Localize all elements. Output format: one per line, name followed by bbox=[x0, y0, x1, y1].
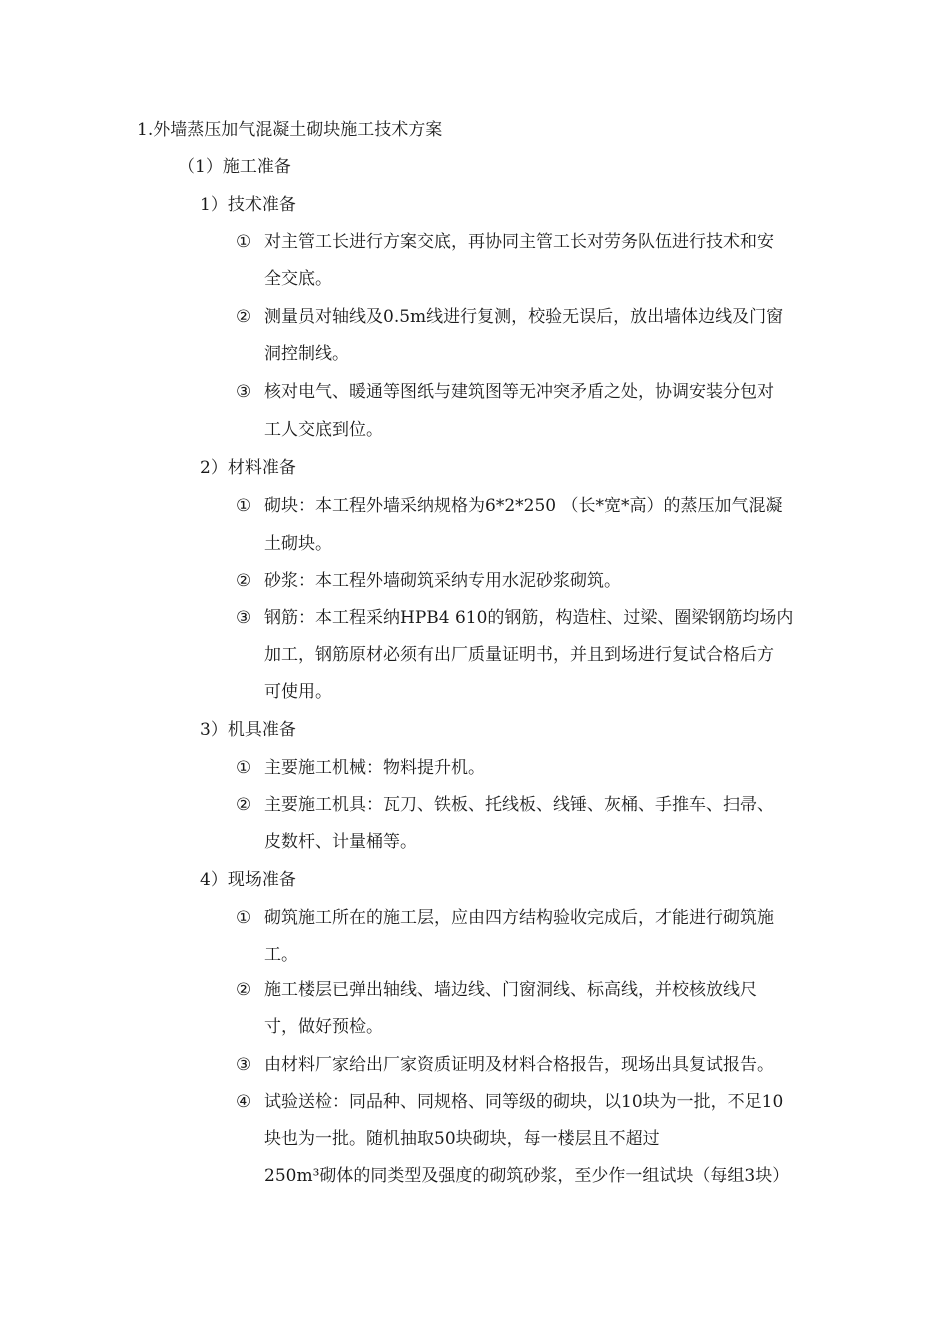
subsection-title-equipment: 3）机具准备 bbox=[200, 720, 296, 740]
list-item-text: 土砌块。 bbox=[264, 534, 332, 554]
list-item-text: 核对电气、暖通等图纸与建筑图等无冲突矛盾之处，协调安装分包对 bbox=[264, 382, 774, 402]
list-item-text: 主要施工机械：物料提升机。 bbox=[264, 758, 485, 778]
list-marker: ② bbox=[236, 980, 252, 1000]
list-marker: ③ bbox=[236, 1055, 252, 1075]
section-heading-construction-preparation: （1）施工准备 bbox=[178, 157, 291, 177]
subsection-title-site: 4）现场准备 bbox=[200, 870, 296, 890]
list-marker: ③ bbox=[236, 382, 252, 402]
list-item-text: 工。 bbox=[264, 945, 298, 965]
list-item-text: 钢筋：本工程采纳HPB4 610的钢筋，构造柱、过梁、圈梁钢筋均场内 bbox=[264, 608, 794, 628]
list-item-text: 可使用。 bbox=[264, 682, 332, 702]
list-item-text: 砂浆：本工程外墙砌筑采纳专用水泥砂浆砌筑。 bbox=[264, 571, 621, 591]
list-marker: ② bbox=[236, 795, 252, 815]
list-item-text: 施工楼层已弹出轴线、墙边线、门窗洞线、标高线，并校核放线尺 bbox=[264, 980, 757, 1000]
list-item-text: 对主管工长进行方案交底，再协同主管工长对劳务队伍进行技术和安 bbox=[264, 232, 774, 252]
list-marker: ② bbox=[236, 571, 252, 591]
list-marker: ① bbox=[236, 496, 252, 516]
list-item-text: 块也为一批。随机抽取50块砌块，每一楼层且不超过 bbox=[264, 1129, 660, 1149]
list-marker: ② bbox=[236, 307, 252, 327]
list-marker: ① bbox=[236, 908, 252, 928]
list-marker: ① bbox=[236, 758, 252, 778]
list-item-text: 250m³砌体的同类型及强度的砌筑砂浆，至少作一组试块（每组3块） bbox=[264, 1166, 790, 1186]
list-item-text: 皮数杆、计量桶等。 bbox=[264, 832, 417, 852]
subsection-title-technical: 1）技术准备 bbox=[200, 195, 296, 215]
list-item-text: 试验送检：同品种、同规格、同等级的砌块，以10块为一批，不足10 bbox=[264, 1092, 784, 1112]
list-item-text: 测量员对轴线及0.5m线进行复测，校验无误后，放出墙体边线及门窗 bbox=[264, 307, 784, 327]
list-item-text: 砌筑施工所在的施工层，应由四方结构验收完成后，才能进行砌筑施 bbox=[264, 908, 774, 928]
document-heading: 1.外墙蒸压加气混凝土砌块施工技术方案 bbox=[137, 120, 443, 140]
list-item-text: 洞控制线。 bbox=[264, 344, 349, 364]
list-item-text: 工人交底到位。 bbox=[264, 420, 383, 440]
list-item-text: 全交底。 bbox=[264, 269, 332, 289]
list-item-text: 主要施工机具：瓦刀、铁板、托线板、线锤、灰桶、手推车、扫帚、 bbox=[264, 795, 774, 815]
list-item-text: 砌块：本工程外墙采纳规格为6*2*250 （长*宽*高）的蒸压加气混凝 bbox=[264, 496, 783, 516]
list-marker: ③ bbox=[236, 608, 252, 628]
list-item-text: 由材料厂家给出厂家资质证明及材料合格报告，现场出具复试报告。 bbox=[264, 1055, 774, 1075]
list-item-text: 加工，钢筋原材必须有出厂质量证明书，并且到场进行复试合格后方 bbox=[264, 645, 774, 665]
list-marker: ④ bbox=[236, 1092, 252, 1112]
list-item-text: 寸，做好预检。 bbox=[264, 1017, 383, 1037]
subsection-title-materials: 2）材料准备 bbox=[200, 458, 296, 478]
list-marker: ① bbox=[236, 232, 252, 252]
